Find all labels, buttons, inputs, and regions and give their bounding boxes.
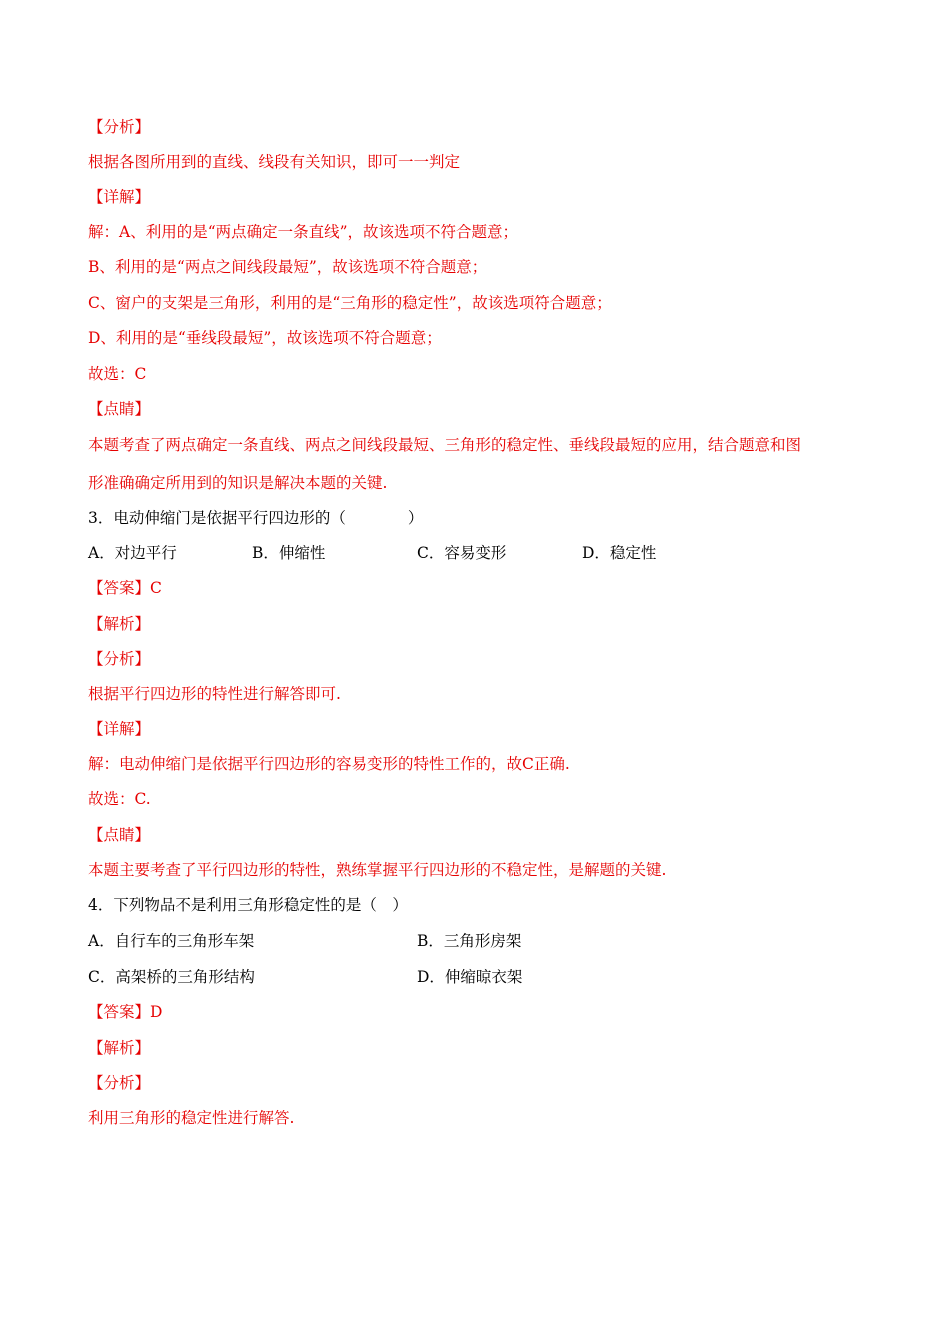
- q4-option-b: B．三角形房架: [417, 932, 522, 950]
- q3-option-d: D．稳定性: [582, 544, 657, 562]
- q2-analysis-text: 根据各图所用到的直线、线段有关知识，即可一一判定: [88, 153, 461, 171]
- q3-option-c: C．容易变形: [417, 544, 507, 562]
- q2-detail-line-a: 解：A、利用的是“两点确定一条直线”，故该选项不符合题意；: [88, 223, 519, 241]
- q3-option-b: B．伸缩性: [252, 544, 326, 562]
- q4-option-c: C．高架桥的三角形结构: [88, 968, 255, 986]
- q2-detail-line-d: D、利用的是“垂线段最短”，故该选项不符合题意；: [88, 329, 442, 347]
- q4-solution-tag: 【解析】: [88, 1039, 151, 1057]
- q3-comment-tag: 【点睛】: [88, 826, 151, 844]
- q3-comment-text: 本题主要考查了平行四边形的特性，熟练掌握平行四边形的不稳定性，是解题的关键.: [88, 861, 667, 879]
- q4-analysis-tag: 【分析】: [88, 1074, 151, 1092]
- q2-detail-line-b: B、利用的是“两点之间线段最短”，故该选项不符合题意；: [88, 258, 488, 276]
- q3-detail-text: 解：电动伸缩门是依据平行四边形的容易变形的特性工作的，故C正确.: [88, 755, 570, 773]
- q3-answer: [88, 577, 162, 599]
- q4-analysis-text: 利用三角形的稳定性进行解答.: [88, 1109, 295, 1127]
- q2-comment-tag: 【点睛】: [88, 400, 151, 418]
- q4-answer-tag: 【答案】: [88, 1003, 151, 1021]
- q4-option-a: A．自行车的三角形车架: [88, 932, 255, 950]
- q2-choice: 故选：C: [88, 365, 147, 383]
- q3-solution-tag: 【解析】: [88, 615, 151, 633]
- q3-answer-value: C: [150, 579, 162, 597]
- q2-detail-line-c: C、窗户的支架是三角形，利用的是“三角形的稳定性”，故该选项符合题意；: [88, 294, 612, 312]
- q3-analysis-tag: 【分析】: [88, 650, 151, 668]
- q4-answer-value: D: [150, 1003, 163, 1021]
- q2-comment-line-2: 形准确确定所用到的知识是解决本题的关键.: [88, 474, 388, 492]
- q3-question: 3．电动伸缩门是依据平行四边形的（ ）: [88, 509, 424, 527]
- q3-answer-tag: 【答案】: [88, 579, 151, 597]
- q4-option-d: D．伸缩晾衣架: [417, 968, 523, 986]
- q4-answer: [88, 1001, 162, 1023]
- q3-option-a: A．对边平行: [88, 544, 177, 562]
- q3-analysis-text: 根据平行四边形的特性进行解答即可.: [88, 685, 341, 703]
- q4-question: 4．下列物品不是利用三角形稳定性的是（ ）: [88, 896, 408, 914]
- q2-analysis-tag: 【分析】: [88, 118, 151, 136]
- q2-detail-tag: 【详解】: [88, 188, 151, 206]
- q2-comment-line-1: 本题考查了两点确定一条直线、两点之间线段最短、三角形的稳定性、垂线段最短的应用，结合题意和图: [88, 436, 802, 454]
- q3-detail-tag: 【详解】: [88, 720, 151, 738]
- q3-choice: 故选：C.: [88, 790, 151, 808]
